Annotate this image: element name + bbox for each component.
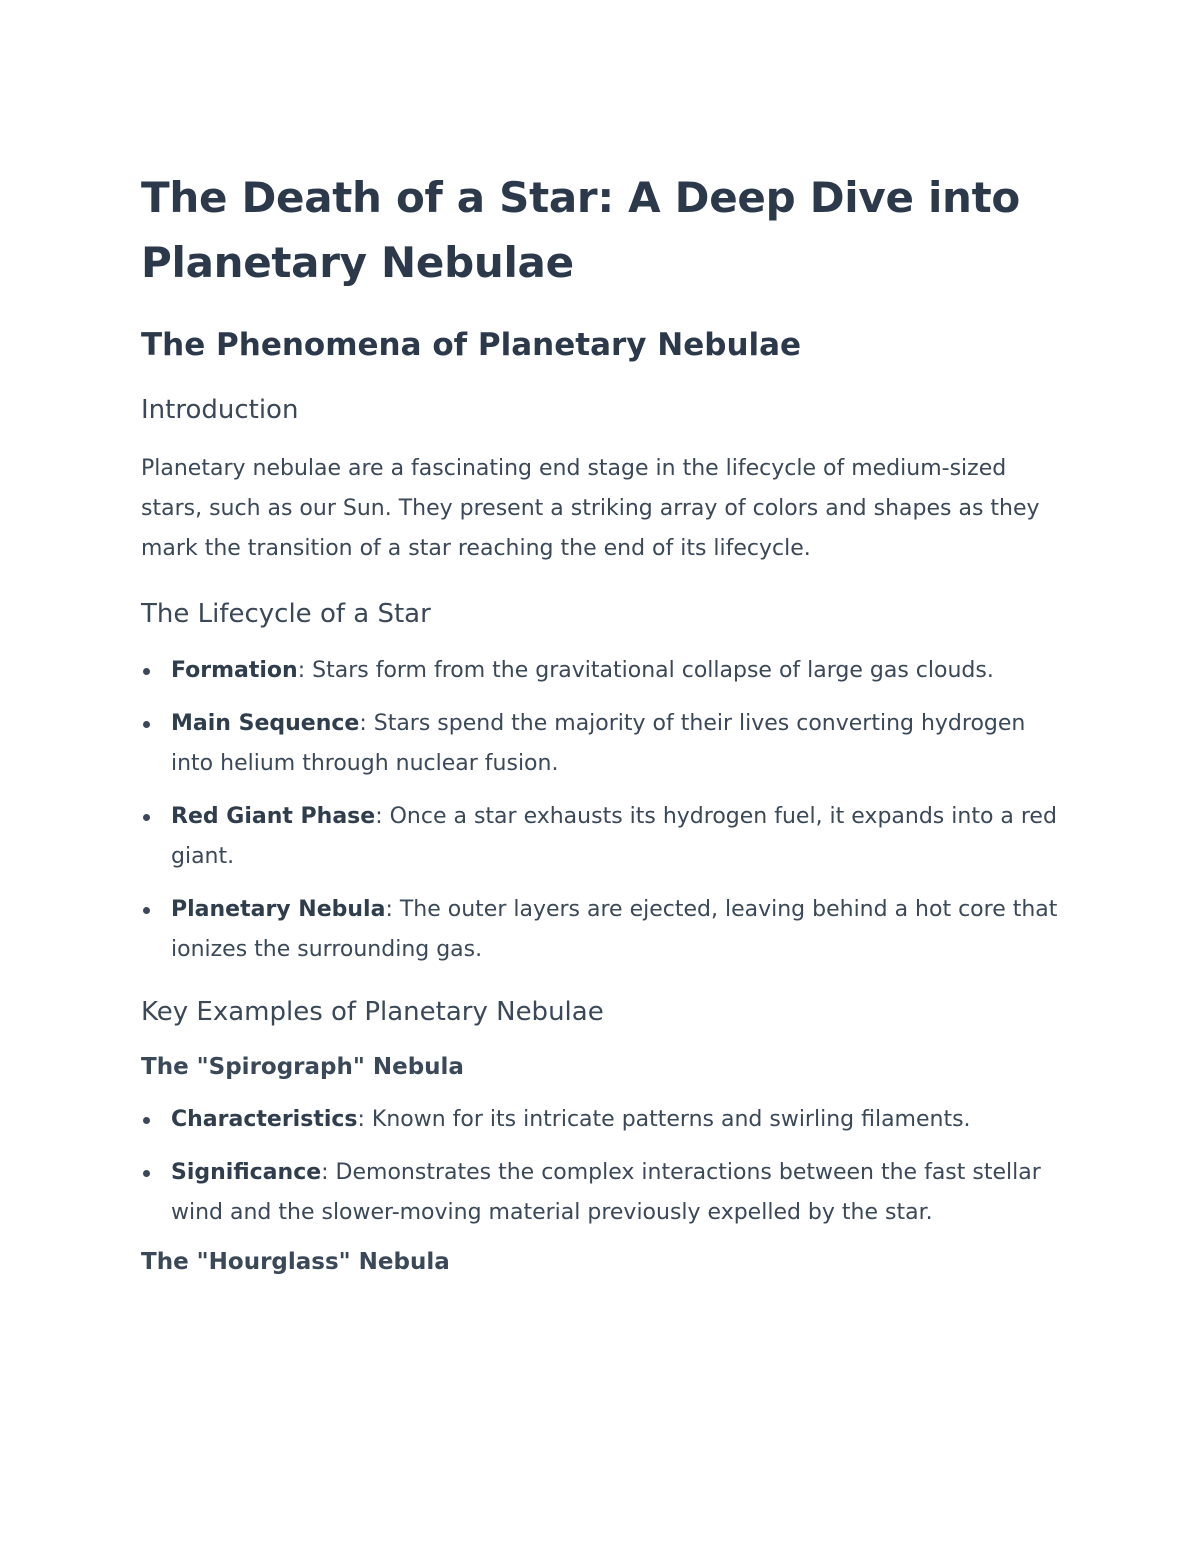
- list-item: [141, 1153, 1061, 1233]
- list-item-term: Characteristics: [171, 1107, 358, 1132]
- bullet-icon: [143, 1170, 150, 1177]
- list-item: [141, 797, 1061, 877]
- spirograph-list: [141, 1100, 1061, 1233]
- bullet-icon: [143, 668, 150, 675]
- list-item: [141, 651, 1061, 691]
- list-item-text: : Once a star exhausts its hydrogen fuel, it expands into a red giant.: [171, 804, 1057, 869]
- list-item-term: Significance: [171, 1160, 322, 1185]
- list-item: [141, 890, 1061, 970]
- lifecycle-list: [141, 651, 1061, 970]
- list-item-term: Main Sequence: [171, 711, 360, 736]
- bullet-icon: [143, 907, 150, 914]
- document-title: The Death of a Star: A Deep Dive into Planetary Nebulae: [141, 173, 1020, 287]
- list-item-text: : The outer layers are ejected, leaving behind a hot core that ionizes the surrounding gas.: [171, 897, 1058, 962]
- lifecycle-heading: The Lifecycle of a Star: [141, 599, 431, 629]
- list-item-term: Planetary Nebula: [171, 897, 386, 922]
- list-item-term: Red Giant Phase: [171, 804, 376, 829]
- list-item-text: : Stars form from the gravitational collapse of large gas clouds.: [297, 658, 994, 683]
- section-heading: The Phenomena of Planetary Nebulae: [141, 327, 802, 363]
- hourglass-heading: The "Hourglass" Nebula: [141, 1249, 450, 1275]
- introduction-heading: Introduction: [141, 395, 299, 425]
- list-item-term: Formation: [171, 658, 298, 683]
- list-item: [141, 704, 1061, 784]
- list-item-text: : Known for its intricate patterns and swirling filaments.: [357, 1107, 971, 1132]
- examples-heading: Key Examples of Planetary Nebulae: [141, 997, 604, 1027]
- list-item-text: : Stars spend the majority of their lives converting hydrogen into helium through nuclear fusion.: [171, 711, 1026, 776]
- spirograph-heading: The "Spirograph" Nebula: [141, 1054, 464, 1080]
- bullet-icon: [143, 1117, 150, 1124]
- bullet-icon: [143, 721, 150, 728]
- document-page: [141, 165, 1061, 1278]
- list-item: [141, 1100, 1061, 1140]
- list-item-text: : Demonstrates the complex interactions between the fast stellar wind and the slower-moving material previously expelled by the star.: [171, 1160, 1041, 1225]
- introduction-paragraph: Planetary nebulae are a fascinating end stage in the lifecycle of medium-sized stars, such as our Sun. They present a striking array of colors and shapes as they mark the transition of a star reaching the end of its lifecycle.: [141, 456, 1040, 561]
- bullet-icon: [143, 814, 150, 821]
